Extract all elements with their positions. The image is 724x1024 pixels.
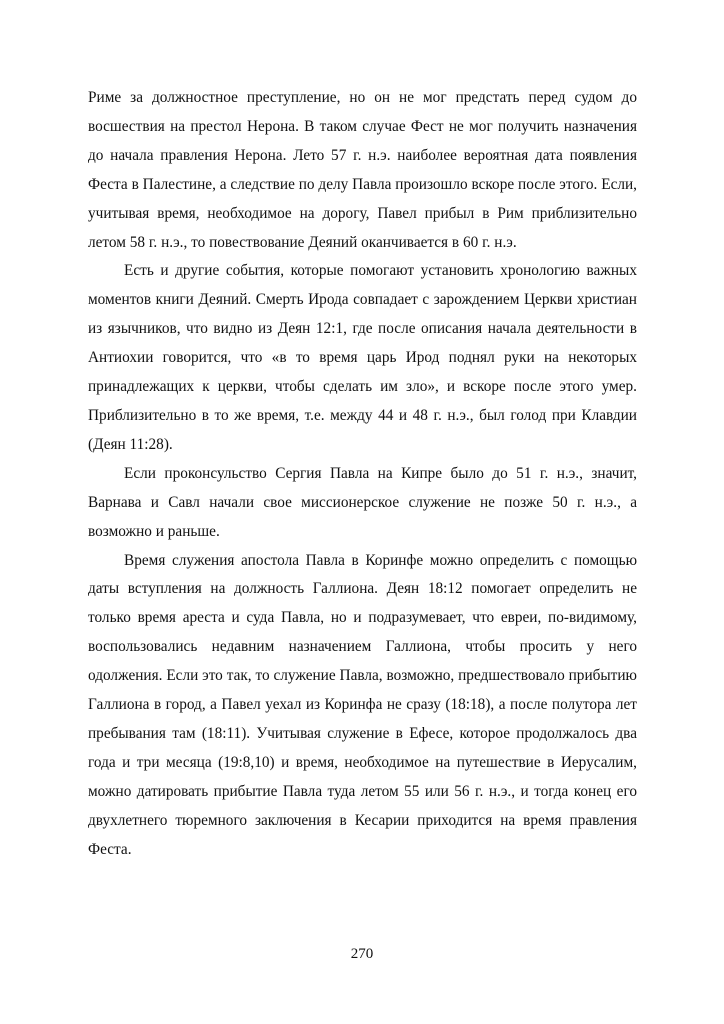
page-number: 270: [350, 946, 374, 962]
paragraph-1: Риме за должностное преступление, но он не мог предстать перед судом до восшествия на престол Нерона. В таком случае Фест не мог получить назначения до начала правления Нерона. Лето 57 г. н.э. наиболее вероятная дата появления Феста в Палестине, а следствие по делу Павла произошло вскоре после этого. Если, учитывая время, необходимое на дорогу, Павел прибыл в Рим приблизительно летом 58 г. н.э., то повествование Деяний оканчивается в 60 г. н.э.: [88, 89, 637, 251]
paragraph-2: Есть и другие события, которые помогают установить хронологию важных моментов книги Деяний. Смерть Ирода совпадает с зарождением Церкви христиан из язычников, что видно из Деян 12:1, где после описания начала деятельности в Антиохии говорится, что «в то время царь Ирод поднял руки на некоторых принадлежащих к церкви, чтобы сделать им зло», и вскоре после этого умер. Приблизительно в то же время, т.е. между 44 и 48 г. н.э., был голод при Клавдии (Деян 11:28).: [88, 262, 637, 453]
paragraph-3: Если проконсульство Сергия Павла на Кипре было до 51 г. н.э., значит, Варнава и Савл начали свое миссионерское служение не позже 50 г. н.э., а возможно и раньше.: [88, 464, 637, 540]
paragraph-4: Время служения апостола Павла в Коринфе можно определить с помощью даты вступления на должность Галлиона. Деян 18:12 помогает определить не только время ареста и суда Павла, но и подразумевает, что евреи, по-видимому, воспользовались недавним назначением Галлиона, чтобы просить у него одолжения. Если это так, то служение Павла, возможно, предшествовало прибытию Галлиона в город, а Павел уехал из Коринфа не сразу (18:18), а после полутора лет пребывания там (18:11). Учитывая служение в Ефесе, которое продолжалось два года и три месяца (19:8,10) и время, необходимое на путешествие в Иерусалим, можно датировать прибытие Павла туда летом 55 или 56 г. н.э., и тогда конец его двухлетнего тюремного заключения в Кесарии приходится на время правления Феста.: [88, 551, 637, 858]
page-body: [88, 84, 637, 864]
